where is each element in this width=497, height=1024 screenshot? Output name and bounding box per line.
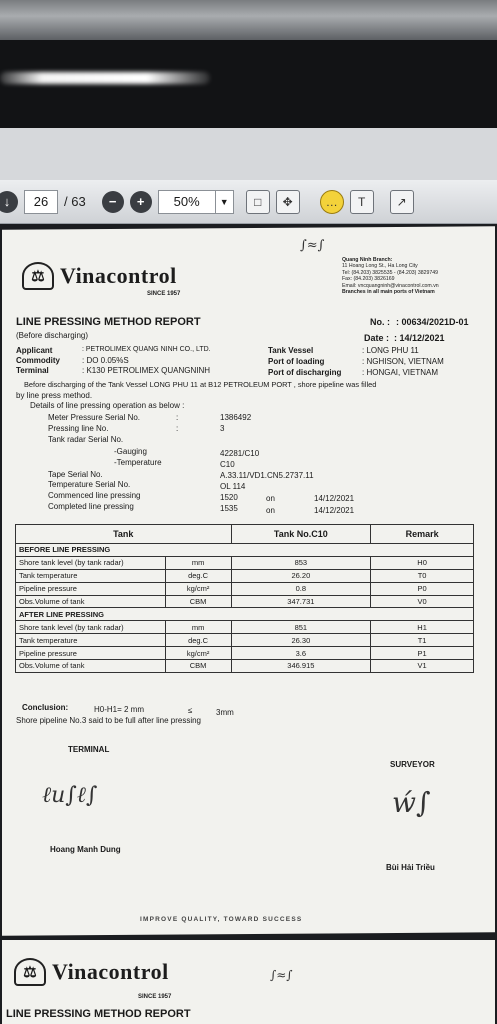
line-pressing-table (15, 524, 474, 673)
row-label: Tank temperature (16, 569, 166, 582)
row-value: 3.6 (231, 647, 371, 660)
after-rows (16, 621, 474, 673)
radar-serial-label: Tank radar Serial No. (48, 435, 124, 444)
highlight-text-icon[interactable]: T (350, 190, 374, 214)
before-rows (16, 556, 474, 608)
viewer-titlebar (0, 128, 497, 180)
conclusion-formula: H0-H1= 2 mm (94, 705, 145, 714)
loading-port-value: : NGHISON, VIETNAM (362, 357, 444, 366)
terminal-signature: ℓu∫ℓ∫ (42, 783, 98, 808)
pdf-toolbar (0, 180, 497, 224)
row-unit: deg.C (165, 569, 231, 582)
row-unit: mm (165, 556, 231, 569)
table-row (16, 660, 474, 673)
next-page-icon[interactable]: ↓ (0, 191, 18, 213)
gauging-label: -Gauging (114, 447, 147, 456)
table-header-row (16, 525, 474, 544)
commodity-label: Commodity (16, 356, 60, 365)
colon: : (176, 413, 179, 422)
meter-serial-value: 1386492 (220, 413, 252, 422)
company-since: SINCE 1957 (138, 994, 172, 1000)
header-tank: Tank (16, 525, 232, 544)
conclusion-text: Shore pipeline No.3 said to be full after line pressing (16, 716, 201, 725)
terminal-value: : K130 PETROLIMEX QUANGNINH (82, 366, 211, 375)
conclusion-label: Conclusion: (22, 703, 69, 712)
row-unit: CBM (165, 595, 231, 608)
monitor-bezel (0, 0, 497, 40)
applicant-label: Applicant (16, 346, 53, 355)
next-report-title: LINE PRESSING METHOD REPORT (6, 1008, 191, 1020)
details-heading: Details of line pressing operation as below : (30, 401, 185, 410)
row-unit: mm (165, 621, 231, 634)
row-value: 853 (231, 556, 371, 569)
loading-port-label: Port of loading (268, 357, 325, 366)
commenced-label: Commenced line pressing (48, 491, 141, 500)
row-unit: kg/cm² (165, 582, 231, 595)
intro-line-2: by line press method. (16, 391, 93, 400)
row-value: 851 (231, 621, 371, 634)
table-row (16, 634, 474, 647)
zoom-select[interactable] (158, 190, 234, 214)
temp-serial-label: Temperature Serial No. (48, 480, 131, 489)
row-remark: P0 (371, 582, 474, 595)
completed-label: Completed line pressing (48, 502, 134, 511)
row-remark: V1 (371, 660, 474, 673)
surveyor-sign-label: SURVEYOR (390, 760, 435, 769)
conclusion-le: ≤ (188, 706, 193, 715)
zoom-value: 50% (173, 194, 200, 209)
commenced-date: 14/12/2021 (314, 494, 355, 503)
report-subtitle: (Before discharging) (16, 331, 89, 340)
pressing-line-value: 3 (220, 424, 225, 433)
company-name: Vinacontrol (60, 263, 177, 288)
footer-slogan: IMPROVE QUALITY, TOWARD SUCCESS (140, 916, 303, 923)
fit-width-icon[interactable]: ✥ (276, 190, 300, 214)
temp-serial-value: OL 114 (220, 482, 246, 491)
discharging-port-label: Port of discharging (268, 368, 342, 377)
branch-tel: Tel: (84.203) 3825535 - (84.203) 3829749 (342, 269, 439, 276)
row-label: Shore tank level (by tank radar) (16, 556, 166, 569)
zoom-in-icon[interactable]: + (130, 191, 152, 213)
report-no-value: : 00634/2021D-01 (396, 317, 469, 327)
table-row (16, 647, 474, 660)
completed-date: 14/12/2021 (314, 506, 355, 515)
terminal-label: Terminal (16, 366, 49, 375)
monitor-frame (0, 40, 497, 140)
commodity-value: : DO 0.05%S (82, 356, 129, 365)
header-remark: Remark (371, 525, 474, 544)
signature-mark: ∫≈∫ (300, 238, 325, 253)
fit-page-icon[interactable]: □ (246, 190, 270, 214)
row-label: Pipeline pressure (16, 582, 166, 595)
commenced-time: 1520 (220, 493, 238, 502)
colon: : (176, 424, 179, 433)
branch-title: Quang Ninh Branch: (342, 257, 393, 263)
expand-icon[interactable]: ↗ (390, 190, 414, 214)
after-section-row (16, 608, 474, 621)
table-row (16, 582, 474, 595)
page-number-input[interactable]: 26 (24, 190, 58, 214)
row-value: 26.30 (231, 634, 371, 647)
report-date-value: : 14/12/2021 (394, 333, 445, 343)
report-title: LINE PRESSING METHOD REPORT (16, 316, 201, 328)
report-no-label: No. : (370, 317, 390, 327)
temperature-label: -Temperature (114, 458, 162, 467)
pressing-line-label: Pressing line No. (48, 424, 109, 433)
row-unit: CBM (165, 660, 231, 673)
row-label: Obs.Volume of tank (16, 660, 166, 673)
company-name: Vinacontrol (52, 959, 169, 984)
row-remark: V0 (371, 595, 474, 608)
vessel-value: : LONG PHU 11 (362, 346, 419, 355)
row-value: 347.731 (231, 595, 371, 608)
zoom-out-icon[interactable]: − (102, 191, 124, 213)
table-row (16, 621, 474, 634)
row-remark: P1 (371, 647, 474, 660)
row-value: 0.8 (231, 582, 371, 595)
table-row (16, 556, 474, 569)
signature-mark: ∫≈∫ (270, 968, 293, 982)
branch-ports: Branches in all main ports of Vietnam (342, 289, 435, 296)
after-section-title: AFTER LINE PRESSING (16, 608, 474, 621)
table-row (16, 595, 474, 608)
row-remark: H0 (371, 556, 474, 569)
row-value: 346.915 (231, 660, 371, 673)
header-tank-no: Tank No.C10 (231, 525, 371, 544)
before-section-row (16, 544, 474, 557)
tape-serial-value: A.33.11/VD1.CN5.2737.11 (220, 471, 314, 480)
before-section-title: BEFORE LINE PRESSING (16, 544, 474, 557)
comment-icon[interactable]: … (320, 190, 344, 214)
row-label: Tank temperature (16, 634, 166, 647)
intro-line-1: Before discharging of the Tank Vessel LONG PHU 11 at B12 PETROLEUM PORT , shore pipeline was filled (24, 380, 377, 389)
page-total: / 63 (64, 194, 86, 209)
table-row (16, 569, 474, 582)
company-logo (22, 262, 177, 290)
row-remark: T1 (371, 634, 474, 647)
branch-street: 11 Hoang Long St., Ha Long City (342, 263, 418, 270)
branch-email: Email: vncquangninh@vinacontrol.com.vn (342, 282, 439, 289)
meter-serial-label: Meter Pressure Serial No. (48, 413, 141, 422)
commenced-on: on (266, 494, 275, 503)
row-unit: kg/cm² (165, 647, 231, 660)
vessel-label: Tank Vessel (268, 346, 314, 355)
surveyor-signature: ẃ∫ (392, 786, 431, 819)
company-since: SINCE 1957 (147, 291, 181, 297)
terminal-sign-label: TERMINAL (68, 745, 110, 754)
conclusion-limit: 3mm (216, 708, 234, 717)
surveyor-signer-name: Bùi Hải Triều (386, 863, 435, 872)
screen-glare (0, 72, 210, 84)
next-page-logo (14, 958, 169, 986)
row-unit: deg.C (165, 634, 231, 647)
temperature-value: C10 (220, 460, 235, 469)
report-date-label: Date : (364, 333, 390, 343)
tape-serial-label: Tape Serial No. (48, 470, 103, 479)
terminal-signer-name: Hoang Manh Dung (50, 845, 121, 854)
scales-icon: ⚖ (14, 958, 46, 986)
scales-icon: ⚖ (22, 262, 54, 290)
row-label: Shore tank level (by tank radar) (16, 621, 166, 634)
row-label: Obs.Volume of tank (16, 595, 166, 608)
gauging-value: 42281/C10 (220, 449, 260, 458)
chevron-down-icon[interactable]: ▼ (215, 191, 233, 213)
completed-time: 1535 (220, 504, 238, 513)
branch-address (342, 257, 439, 295)
branch-fax: Fax: (84.203) 3826169 (342, 276, 395, 283)
applicant-value: : PETROLIMEX QUANG NINH CO., LTD. (82, 346, 211, 353)
row-value: 26.20 (231, 569, 371, 582)
discharging-port-value: : HONGAI, VIETNAM (362, 368, 439, 377)
completed-on: on (266, 506, 275, 515)
row-label: Pipeline pressure (16, 647, 166, 660)
row-remark: T0 (371, 569, 474, 582)
row-remark: H1 (371, 621, 474, 634)
